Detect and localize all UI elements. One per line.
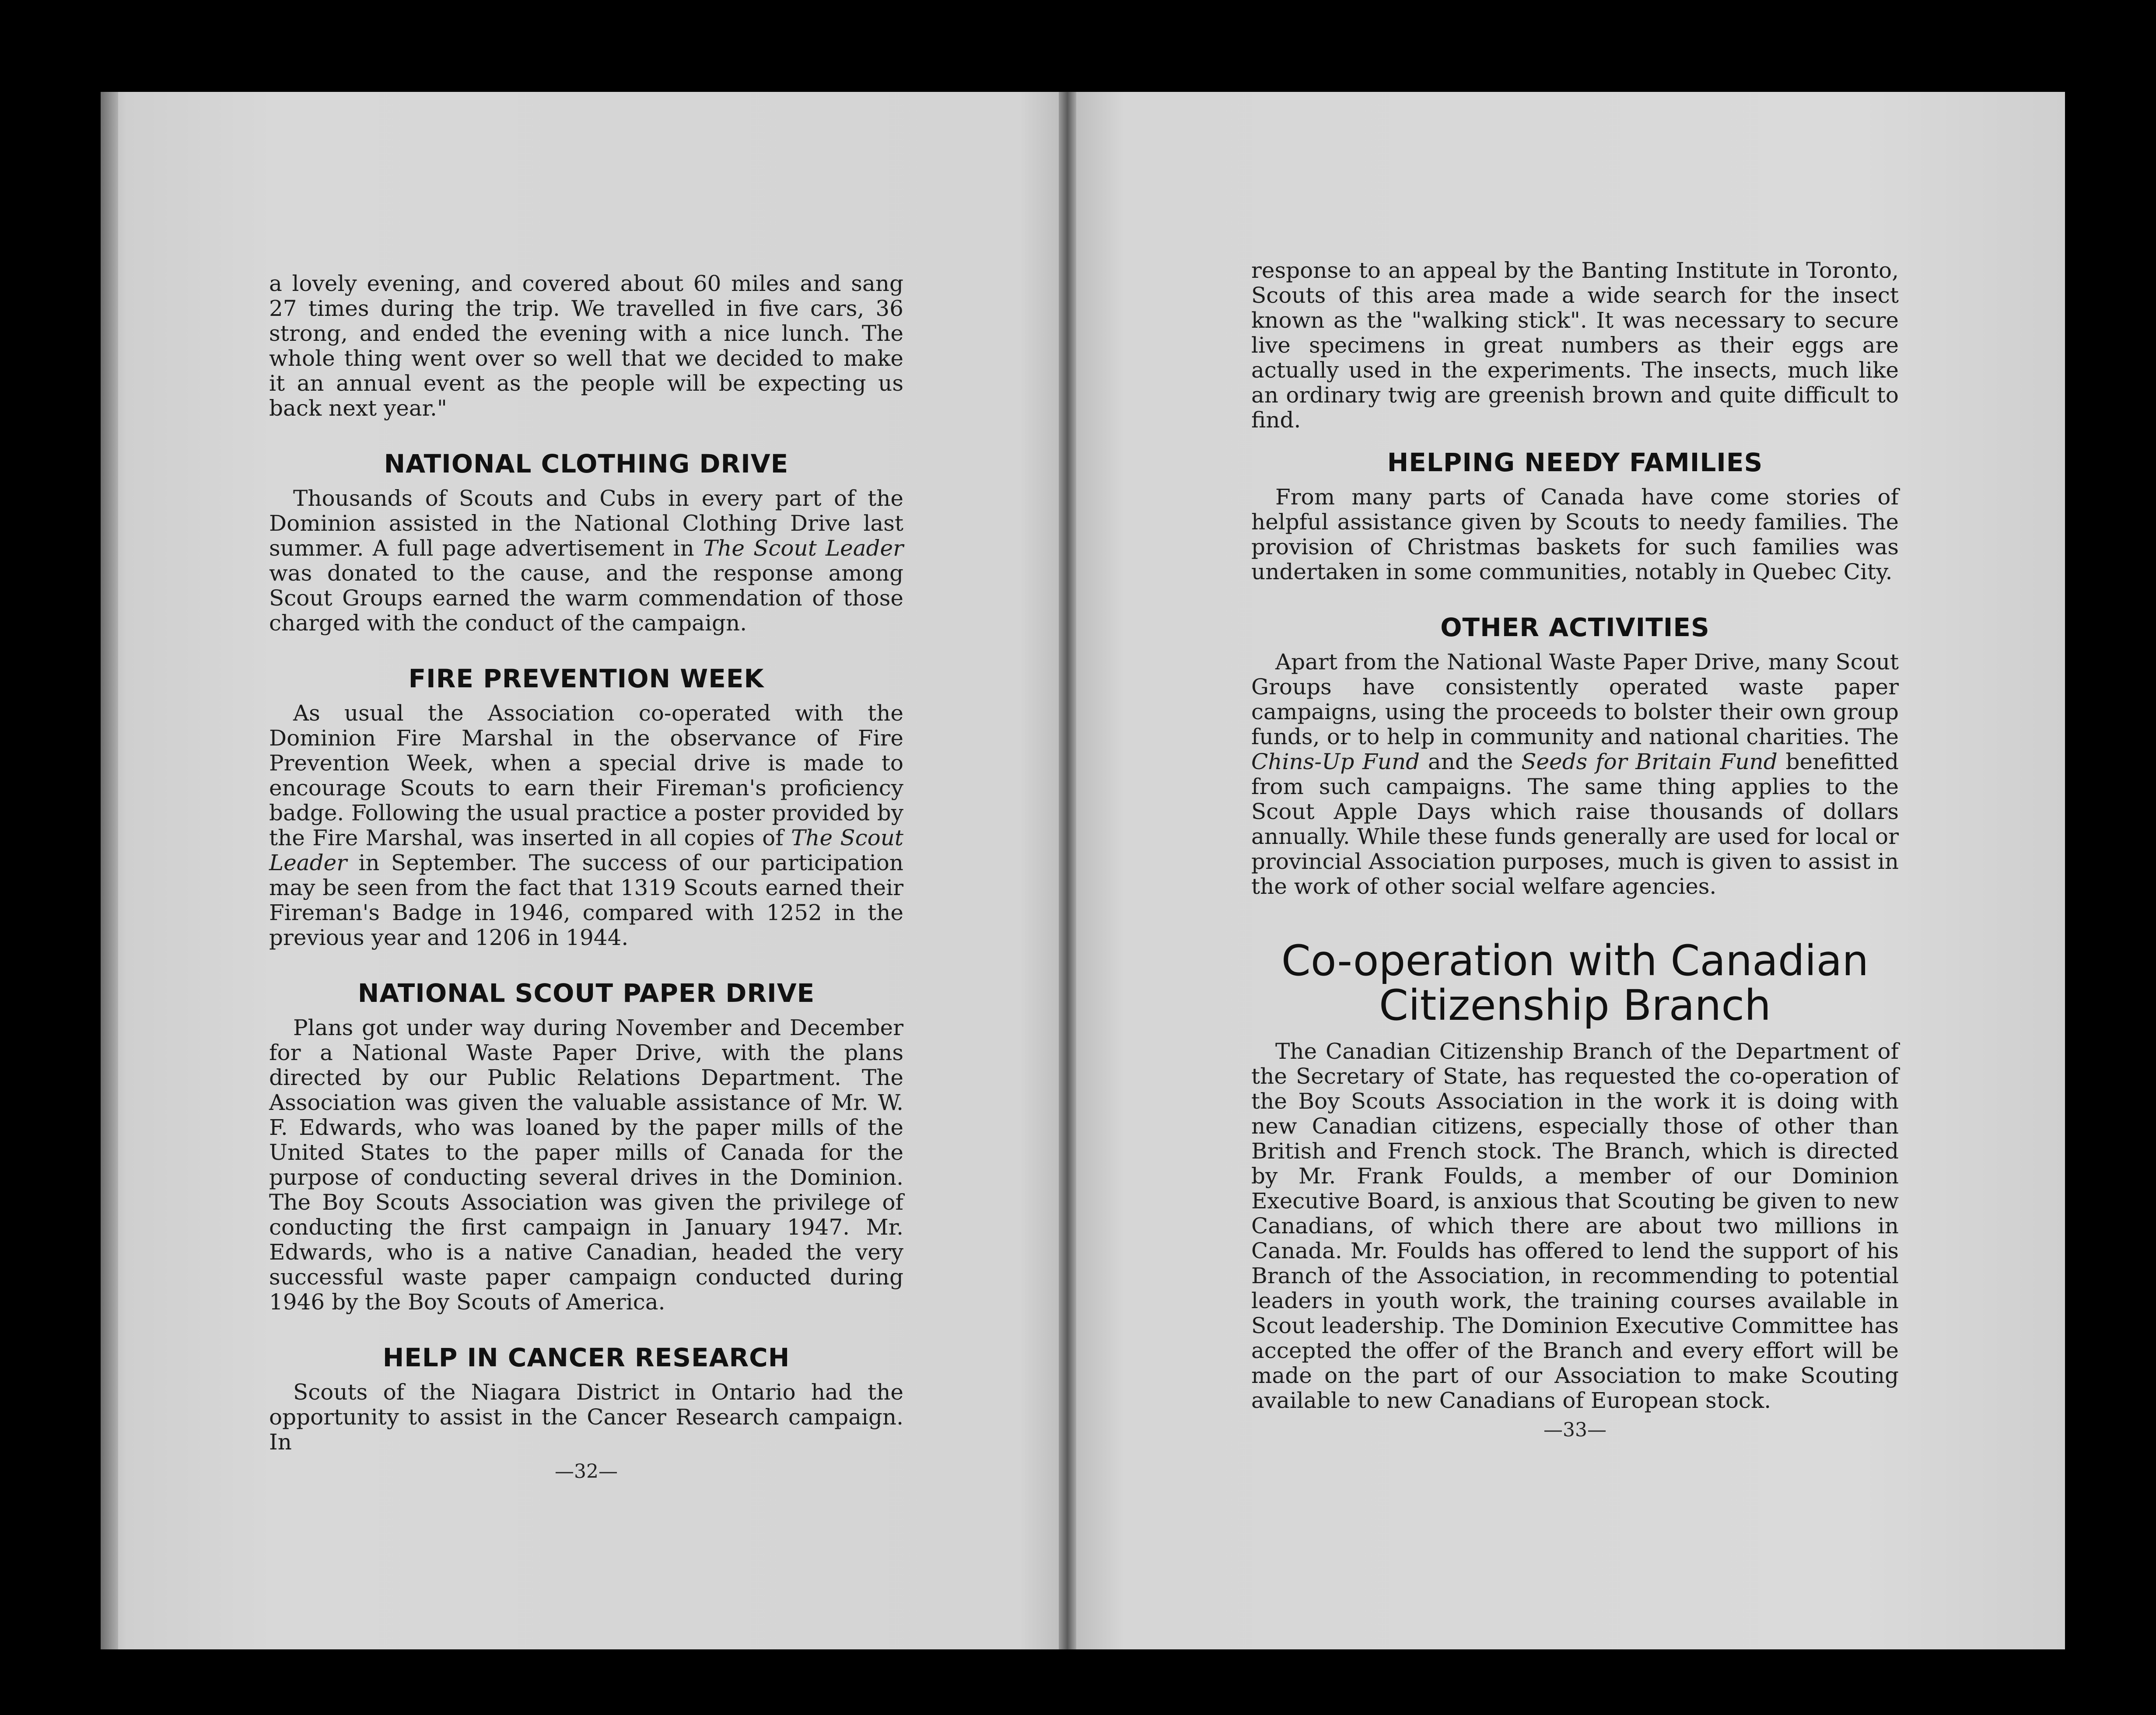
fund-name: Seeds for Britain Fund	[1521, 749, 1778, 774]
book-edge-shadow	[101, 92, 118, 1649]
section-paragraph: As usual the Association co-operated with the Dominion Fire Marshal in the observance of Fire Prevention Week, when a special drive is made to encourage Scouts to earn their Fireman's proficiency badge. Following the usual practice a poster provided by the Fire Marshal, was inserted in all copies of The Scout Leader in September. The success of our participation may be seen from the fact that 1319 Scouts earned their Fireman's Badge in 1946, compared with 1252 in the previous year and 1206 in 1944.	[269, 700, 903, 950]
page-number: —33—	[1544, 1419, 1606, 1441]
publication-title: The Scout Leader	[269, 825, 903, 875]
section-paragraph: Scouts of the Niagara District in Ontario had the opportunity to assist in the Cancer Research campaign. In	[269, 1379, 903, 1455]
section-heading: HELPING NEEDY FAMILIES	[1387, 448, 1763, 477]
section-heading: FIRE PREVENTION WEEK	[408, 664, 764, 693]
right-page-column	[1251, 258, 1899, 1442]
section-paragraph: From many parts of Canada have come stories of helpful assistance given by Scouts to needy families. The provision of Christmas baskets for such families was undertaken in some communities, notably in Quebec City.	[1251, 484, 1899, 584]
book-spread	[101, 92, 2065, 1649]
intro-paragraph: response to an appeal by the Banting Institute in Toronto, Scouts of this area made a wide search for the insect known as the "walking stick". It was necessary to secure live specimens in great numbers as their eggs are actually used in the experiments. The insects, much like an ordinary twig are greenish brown and quite difficult to find.	[1251, 258, 1899, 433]
section-paragraph: The Canadian Citizenship Branch of the Department of the Secretary of State, has requested the co-operation of the Boy Scouts Association in the work it is doing with new Canadian citizens, especially those of other than British and French stock. The Branch, which is directed by Mr. Frank Foulds, a member of our Dominion Executive Board, is anxious that Scouting be given to new Canadians, of which there are about two millions in Canada. Mr. Foulds has offered to lend the support of his Branch of the Association, in recommending to potential leaders in youth work, the training courses available in Scout leadership. The Dominion Executive Committee has accepted the offer of the Branch and every effort will be made on the part of our Association to make Scouting available to new Canadians of European stock.	[1251, 1039, 1899, 1413]
major-heading-line: Co-operation with Canadian	[1281, 936, 1869, 985]
section-heading: NATIONAL CLOTHING DRIVE	[384, 449, 789, 479]
page-number: —32—	[555, 1460, 618, 1483]
major-heading	[1251, 938, 1899, 1028]
left-page-column	[269, 271, 903, 1484]
section-paragraph: Apart from the National Waste Paper Drive, many Scout Groups have consistently operated waste paper campaigns, using the proceeds to bolster their own group funds, or to help in community and national charities. The Chins-Up Fund and the Seeds for Britain Fund benefitted from such campaigns. The same thing applies to the Scout Apple Days which raise thousands of dollars annually. While these funds generally are used for local or provincial Association purposes, much is given to assist in the work of other social welfare agencies.	[1251, 649, 1899, 899]
fund-name: Chins-Up Fund	[1251, 749, 1420, 774]
intro-paragraph: a lovely evening, and covered about 60 miles and sang 27 times during the trip. We travelled in five cars, 36 strong, and ended the evening with a nice lunch. The whole thing went over so well that we decided to make it an annual event as the people will be expecting us back next year."	[269, 271, 903, 421]
publication-title: The Scout Leader	[703, 536, 904, 561]
section-paragraph: Plans got under way during November and December for a National Waste Paper Drive, with the plans directed by our Public Relations Department. The Association was given the valuable assistance of Mr. W. F. Edwards, who was loaned by the paper mills of the United States to the paper mills of Canada for the purpose of conducting several drives in the Dominion. The Boy Scouts Association was given the privilege of conducting the first campaign in January 1947. Mr. Edwards, who is a native Canadian, headed the very successful waste paper campaign conducted during 1946 by the Boy Scouts of America.	[269, 1015, 903, 1315]
major-heading-line: Citizenship Branch	[1379, 981, 1771, 1030]
section-heading: HELP IN CANCER RESEARCH	[382, 1343, 790, 1372]
section-heading: NATIONAL SCOUT PAPER DRIVE	[357, 978, 815, 1008]
book-gutter	[1059, 92, 1076, 1649]
section-heading: OTHER ACTIVITIES	[1440, 612, 1710, 642]
section-paragraph: Thousands of Scouts and Cubs in every part of the Dominion assisted in the National Clothing Drive last summer. A full page advertisement in The Scout Leader was donated to the cause, and the response among Scout Groups earned the warm commendation of those charged with the conduct of the campaign.	[269, 486, 904, 636]
